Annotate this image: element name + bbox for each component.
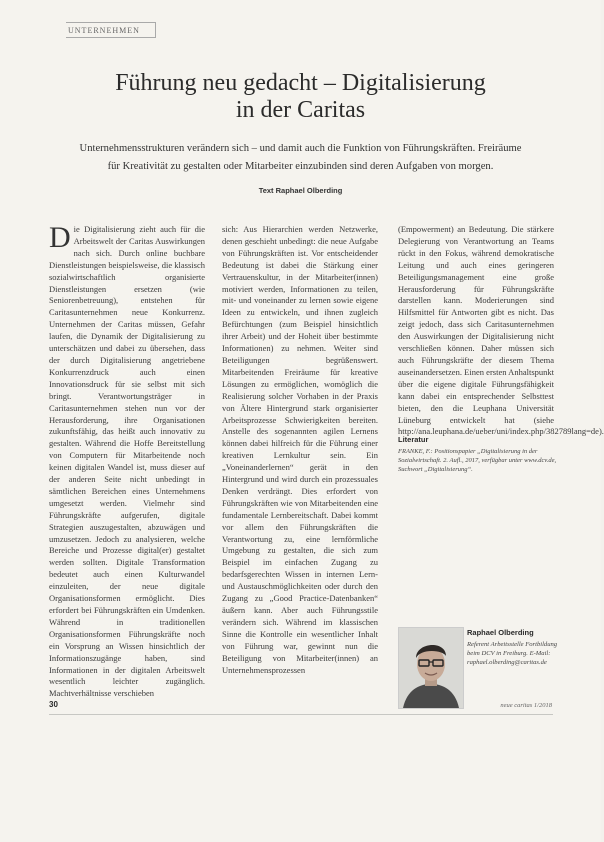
section-label: UNTERNEHMEN xyxy=(66,22,156,38)
literature-text: FRANKE, F.: Positionspapier „Digitalisierung in der Sozialwirtschaft. 2. Aufl., 2017, verfügbar unter www.dcv.de, Suchwort „Digitalisierung“. xyxy=(398,448,557,473)
lead-line-2: für Kreativität zu gestalten oder Mitarbeiter einzubinden sind deren Aufgaben von morgen. xyxy=(107,161,494,172)
author-bio: Referent Arbeitsstelle Fortbildung beim DCV in Freiburg. E-Mail: raphael.olberding@caritas.de xyxy=(467,641,558,666)
body-column-1 xyxy=(49,221,205,708)
article-lead xyxy=(36,140,565,176)
title-line-2: in der Caritas xyxy=(235,97,366,123)
article-title xyxy=(0,70,601,124)
body-text-1: ie Digitalisierung zieht auch für die Arbeitswelt der Caritas Auswirkungen nach sich. Durch online buchbare Dienstleistungen beispielsweise, die klassisch sozialwirtschaftlich organisierte Dienstleistungen ersetzen (wie Seniorenbetreuung), entstehen für Caritasunternehmen neue Konkurrenz. Unternehmen der Caritas müssen, Gefahr laufen, die Dynamik der Digitalisierung zu unterschätzen und dabei zu übersehen, dass der durch Digitalisierung angetriebene Konkurrenzdruck auch einen Innovationsdruck für sie selbst mit sich bringt. Verantwortungsträger in Caritasunternehmen stehen nun vor der Herausforderung, ihre Organisationen zukunftsfähig, das heißt auch innovativ zu gestalten. Während die Hoffe Bereitstellung von Computern für Mitarbeitende noch keinen digitalen Wandel ist, muss dieser auf der anderen Seite nicht unbedingt in sämtlichen Bereichen eines Unternehmens umgesetzt werden. Vielmehr sind Führungskräfte aufgerufen, digitale Strategien auszugestalten, abzuwägen und umzusetzen. Jedoch zu analysieren, welche Bereiche und Prozesse digital(er) gestaltet werden sollten. Digitale Transformation bedeutet auch einen Kulturwandel einzuleiten, der neue digitale Organisationsformen ermöglicht. Dies erfordert bei Führungskräften ein Umdenken. Während in traditionellen Organisationsformen Führungskräfte noch ein Vorsprung an Wissen hinsichtlich der Informationszugänge haben, sind Informationen in der digitalen Arbeitswelt wesentlich leichter zugänglich. Machtverhältnisse verschieben xyxy=(49,224,205,699)
body-text-3: (Empowerment) an Bedeutung. Die stärkere Delegierung von Verantwortung an Teams rückt in den Fokus, während demokratische Leitung und auch eines geringeren Beteiligungsmanagement eine große Herausforderung für Führungskräfte darstellen kann. Moderierungen sind Hilfsmittel für Antworten gibt es nicht. Das zeigt jedoch, dass sich Caritasunternehmen den Auswirkungen der Digitalisierung nicht verschließen können. Daher müssen sich auch Führungskräfte der diesem Thema auseinandersetzen. Einen ersten Anhaltspunkt über die eigene digitale Führungsfähigkeit kann dabei ein entsprechender Selbsttest bieten, den die Leuphana Universität Lüneburg entwickelt hat (siehe http://ana.leuphana.de/ueber/uni/index.php/382789lang=de). xyxy=(398,224,604,437)
footer-rule xyxy=(49,714,553,715)
byline: Text Raphael Olberding xyxy=(258,186,343,195)
body-column-2 xyxy=(222,224,378,708)
lead-line-1: Unternehmensstrukturen verändern sich – und damit auch die Funktion von Führungskräften. Freiräume xyxy=(79,143,522,154)
body-column-3 xyxy=(398,224,604,437)
publication-footer: neue caritas 1/2018 xyxy=(500,702,552,709)
body-text-2: sich: Aus Hierarchien werden Netzwerke, denen geschieht unbedingt: die neue Aufgabe von Führungskräften ist. Vor entscheidender Bedeutung ist dabei die Stärkung einer Vertrauenskultur, in der Mitarbeiter(innen) motiviert werden, Informationen zu teilen, mit- und voneinander zu lernen sowie eigene Ideen zu entwickeln, und ihnen zugleich Befürchtungen (zum Beispiel hinsichtlich ihrer Arbeit) und der Hoheit über bestimmte Informationen) zu nehmen. Weiter sind Beteiligungen begrüßenswert. Mitarbeitenden Freiräume für kreative Lösungen zu ermöglichen, womöglich die Realisierung solcher Vorhaben in der Praxis von Ältere Hintergrund stark organisierter Arbeitsprozesse Schwierigkeiten bereiten. Anstelle des sogenannten agilen Lernens können dabei hilfreich für die Führung einer kreativen Lernkultur sein. Ein „Voneinanderlernen“ gerät in den Hintergrund und wird durch ein prozessuales Denken verdrängt. Dies erfordert von Führungskräften wie von Mitarbeitenden eine fundamentale Lernbereitschaft. Dabei kommt vor allem den Führungskräften die Verantwortung zu, eine lernförmliche Umgebung zu gestalten, die sich zum Beispiel im einfachen Zugang zu bedarfsgerechten Wissen in internen Lern- und Austauschmöglichkeiten oder durch den Zugang zu „Good Practice-Datenbanken“ äußern kann. Aber auch Führungsstile verändern sich. Während im klassischen Sinne die Kontrolle ein wesentlicher Inhalt von Führung war, gewinnt nun die Beteiligung von Mitarbeiter(innen) an Unternehmensprozessen xyxy=(222,224,378,675)
drop-cap: D xyxy=(49,221,71,254)
author-name: Raphael Olberding xyxy=(467,628,534,637)
page-number: 30 xyxy=(49,700,58,709)
author-photo xyxy=(398,627,464,709)
literature-heading: Literatur xyxy=(398,435,429,444)
title-line-1: Führung neu gedacht – Digitalisierung xyxy=(115,70,486,96)
